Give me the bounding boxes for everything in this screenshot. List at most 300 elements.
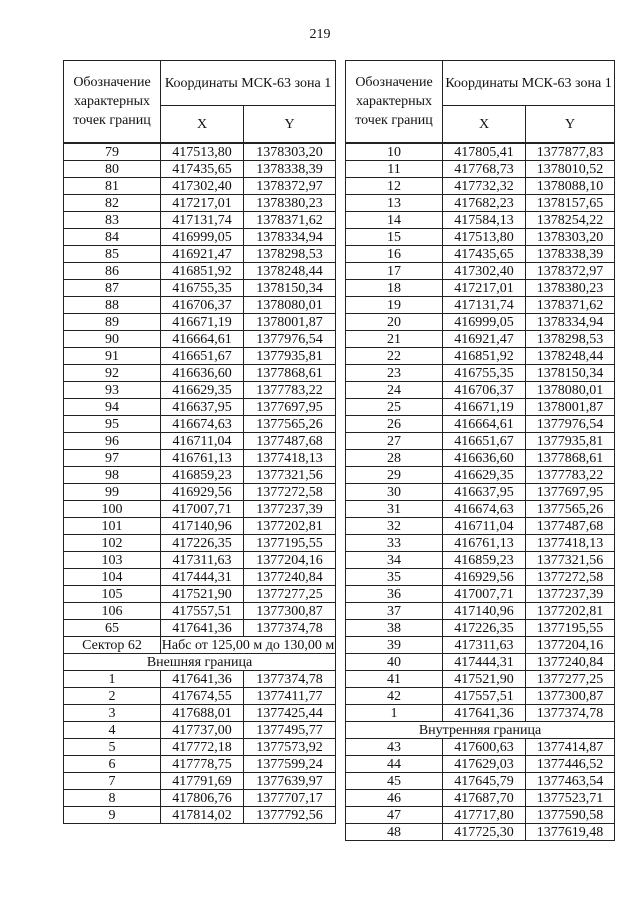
point-number: 29 — [346, 467, 443, 484]
table-row — [64, 195, 336, 212]
table-row — [64, 569, 336, 586]
point-number: 38 — [346, 620, 443, 637]
y-coordinate: 1377321,56 — [244, 467, 336, 484]
table-row — [64, 620, 336, 637]
y-coordinate: 1377523,71 — [526, 790, 615, 807]
x-coordinate: 416929,56 — [161, 484, 244, 501]
table-row — [64, 399, 336, 416]
table-row — [346, 807, 615, 824]
point-number: 43 — [346, 739, 443, 756]
x-coordinate: 416671,19 — [161, 314, 244, 331]
y-coordinate: 1377272,58 — [244, 484, 336, 501]
table-row — [64, 246, 336, 263]
y-coordinate: 1377237,39 — [244, 501, 336, 518]
point-number: 26 — [346, 416, 443, 433]
table-row — [346, 518, 615, 535]
x-coordinate: 416761,13 — [161, 450, 244, 467]
y-coordinate: 1377300,87 — [526, 688, 615, 705]
table-row — [64, 365, 336, 382]
point-number: 83 — [64, 212, 161, 229]
point-number: 96 — [64, 433, 161, 450]
point-number: 39 — [346, 637, 443, 654]
y-coordinate: 1377418,13 — [244, 450, 336, 467]
table-row — [346, 229, 615, 246]
point-number: 25 — [346, 399, 443, 416]
x-coordinate: 417687,70 — [443, 790, 526, 807]
point-number: 94 — [64, 399, 161, 416]
point-number: 12 — [346, 178, 443, 195]
x-coordinate: 417641,36 — [161, 671, 244, 688]
point-number: 87 — [64, 280, 161, 297]
table-header — [64, 61, 336, 144]
point-number: 10 — [346, 143, 443, 161]
y-coordinate: 1377487,68 — [526, 518, 615, 535]
point-number: 23 — [346, 365, 443, 382]
x-coordinate: 417302,40 — [161, 178, 244, 195]
x-coordinate: 417435,65 — [161, 161, 244, 178]
point-number: 41 — [346, 671, 443, 688]
table-row — [346, 212, 615, 229]
x-coordinate: 416674,63 — [161, 416, 244, 433]
x-coordinate: 417641,36 — [443, 705, 526, 722]
point-number: 31 — [346, 501, 443, 518]
table-row — [346, 705, 615, 722]
y-coordinate: 1378080,01 — [526, 382, 615, 399]
point-number: 103 — [64, 552, 161, 569]
x-coordinate: 417737,00 — [161, 722, 244, 739]
y-coordinate: 1377411,77 — [244, 688, 336, 705]
table-row — [64, 790, 336, 807]
x-coordinate: 417521,90 — [443, 671, 526, 688]
x-coordinate: 417435,65 — [443, 246, 526, 263]
table-row — [346, 161, 615, 178]
x-coordinate: 416636,60 — [161, 365, 244, 382]
x-coordinate: 417584,13 — [443, 212, 526, 229]
point-number: 105 — [64, 586, 161, 603]
x-coordinate: 417791,69 — [161, 773, 244, 790]
y-coordinate: 1377240,84 — [526, 654, 615, 671]
y-coordinate: 1377565,26 — [244, 416, 336, 433]
point-number: 84 — [64, 229, 161, 246]
x-coordinate: 417778,75 — [161, 756, 244, 773]
left-coordinates-table — [63, 60, 336, 824]
point-number: 18 — [346, 280, 443, 297]
table-row — [346, 535, 615, 552]
x-coordinate: 416921,47 — [443, 331, 526, 348]
point-number: 44 — [346, 756, 443, 773]
x-coordinate: 416664,61 — [161, 331, 244, 348]
table-row — [346, 501, 615, 518]
point-number: 3 — [64, 705, 161, 722]
point-number: 28 — [346, 450, 443, 467]
point-number: 22 — [346, 348, 443, 365]
designation-header: Обозначение характерных точек границ — [64, 61, 161, 144]
x-coordinate: 417768,73 — [443, 161, 526, 178]
point-number: 99 — [64, 484, 161, 501]
x-coordinate: 417645,79 — [443, 773, 526, 790]
y-coordinate: 1377300,87 — [244, 603, 336, 620]
point-number: 80 — [64, 161, 161, 178]
x-coordinate: 416921,47 — [161, 246, 244, 263]
point-number: 20 — [346, 314, 443, 331]
table-row — [64, 229, 336, 246]
y-coordinate: 1378303,20 — [526, 229, 615, 246]
x-coordinate: 416629,35 — [161, 382, 244, 399]
table-header — [346, 61, 615, 144]
coordinates-header: Координаты МСК-63 зона 1 — [443, 61, 615, 106]
y-coordinate: 1377374,78 — [526, 705, 615, 722]
y-coordinate: 1377495,77 — [244, 722, 336, 739]
point-number: 90 — [64, 331, 161, 348]
point-number: 89 — [64, 314, 161, 331]
point-number: 2 — [64, 688, 161, 705]
x-coordinate: 417641,36 — [161, 620, 244, 637]
point-number: 34 — [346, 552, 443, 569]
table-row — [346, 433, 615, 450]
x-coordinate: 416637,95 — [161, 399, 244, 416]
x-coordinate: 417444,31 — [443, 654, 526, 671]
point-number: 9 — [64, 807, 161, 824]
point-number: 98 — [64, 467, 161, 484]
y-coordinate: 1377935,81 — [526, 433, 615, 450]
y-coordinate: 1377237,39 — [526, 586, 615, 603]
table-row — [346, 688, 615, 705]
table-row — [64, 212, 336, 229]
inner-boundary-title: Внутренняя граница — [346, 722, 615, 739]
x-coordinate: 417444,31 — [161, 569, 244, 586]
table-row — [346, 416, 615, 433]
y-coordinate: 1377619,48 — [526, 824, 615, 841]
y-coordinate: 1377463,54 — [526, 773, 615, 790]
x-coordinate: 416651,67 — [443, 433, 526, 450]
table-row — [346, 603, 615, 620]
table-row — [346, 297, 615, 314]
point-number: 79 — [64, 143, 161, 161]
y-coordinate: 1377565,26 — [526, 501, 615, 518]
point-number: 45 — [346, 773, 443, 790]
point-number: 97 — [64, 450, 161, 467]
table-row — [64, 263, 336, 280]
table-row — [64, 467, 336, 484]
y-coordinate: 1377277,25 — [526, 671, 615, 688]
table-row — [64, 433, 336, 450]
y-coordinate: 1377272,58 — [526, 569, 615, 586]
y-coordinate: 1377976,54 — [244, 331, 336, 348]
sector-label: Сектор 62 — [64, 637, 161, 654]
point-number: 15 — [346, 229, 443, 246]
point-number: 101 — [64, 518, 161, 535]
table-row — [64, 297, 336, 314]
table-row — [346, 671, 615, 688]
point-number: 65 — [64, 620, 161, 637]
x-coordinate: 417772,18 — [161, 739, 244, 756]
x-coordinate: 417131,74 — [443, 297, 526, 314]
y-coordinate: 1377202,81 — [526, 603, 615, 620]
x-coordinate: 417007,71 — [443, 586, 526, 603]
y-coordinate: 1378303,20 — [244, 143, 336, 161]
y-coordinate: 1377487,68 — [244, 433, 336, 450]
x-coordinate: 417513,80 — [161, 143, 244, 161]
y-coordinate: 1377418,13 — [526, 535, 615, 552]
x-coordinate: 416664,61 — [443, 416, 526, 433]
table-row — [346, 263, 615, 280]
point-number: 100 — [64, 501, 161, 518]
point-number: 32 — [346, 518, 443, 535]
y-coordinate: 1377204,16 — [526, 637, 615, 654]
table-row — [64, 552, 336, 569]
y-coordinate: 1377195,55 — [244, 535, 336, 552]
point-number: 85 — [64, 246, 161, 263]
point-number: 14 — [346, 212, 443, 229]
y-coordinate: 1378372,97 — [244, 178, 336, 195]
table-row — [346, 467, 615, 484]
y-coordinate: 1377374,78 — [244, 620, 336, 637]
y-coordinate: 1377783,22 — [526, 467, 615, 484]
y-coordinate: 1378157,65 — [526, 195, 615, 212]
point-number: 36 — [346, 586, 443, 603]
x-coordinate: 416859,23 — [161, 467, 244, 484]
y-coordinate: 1377639,97 — [244, 773, 336, 790]
x-coordinate: 417688,01 — [161, 705, 244, 722]
table-row — [346, 314, 615, 331]
y-coordinate: 1378010,52 — [526, 161, 615, 178]
x-coordinate: 417806,76 — [161, 790, 244, 807]
y-coordinate: 1378248,44 — [244, 263, 336, 280]
x-coordinate: 416761,13 — [443, 535, 526, 552]
y-coordinate: 1378372,97 — [526, 263, 615, 280]
y-coordinate: 1377321,56 — [526, 552, 615, 569]
table-row — [346, 399, 615, 416]
table-row — [64, 501, 336, 518]
x-coordinate: 417682,23 — [443, 195, 526, 212]
table-row — [346, 143, 615, 161]
x-coordinate: 416706,37 — [161, 297, 244, 314]
y-coordinate: 1378338,39 — [244, 161, 336, 178]
point-number: 37 — [346, 603, 443, 620]
table-row — [64, 161, 336, 178]
table-row — [346, 450, 615, 467]
x-coordinate: 417007,71 — [161, 501, 244, 518]
table-row — [346, 739, 615, 756]
x-coordinate: 416755,35 — [443, 365, 526, 382]
table-row — [346, 620, 615, 637]
point-number: 21 — [346, 331, 443, 348]
table-row — [346, 637, 615, 654]
table-row — [64, 756, 336, 773]
table-row — [64, 722, 336, 739]
x-coordinate: 417311,63 — [161, 552, 244, 569]
y-coordinate: 1377590,58 — [526, 807, 615, 824]
x-coordinate: 417302,40 — [443, 263, 526, 280]
y-coordinate: 1377976,54 — [526, 416, 615, 433]
y-coordinate: 1378150,34 — [244, 280, 336, 297]
y-coordinate: 1378001,87 — [526, 399, 615, 416]
table-row — [64, 705, 336, 722]
x-coordinate: 416651,67 — [161, 348, 244, 365]
table-row — [64, 178, 336, 195]
x-coordinate: 416755,35 — [161, 280, 244, 297]
point-number: 1 — [346, 705, 443, 722]
x-coordinate: 417629,03 — [443, 756, 526, 773]
point-number: 13 — [346, 195, 443, 212]
x-coordinate: 417725,30 — [443, 824, 526, 841]
point-number: 5 — [64, 739, 161, 756]
table-row — [64, 671, 336, 688]
table-row — [64, 416, 336, 433]
right-coordinates-table — [345, 60, 615, 841]
y-coordinate: 1378088,10 — [526, 178, 615, 195]
y-coordinate: 1377697,95 — [526, 484, 615, 501]
x-coordinate: 416706,37 — [443, 382, 526, 399]
page-number: 219 — [309, 27, 331, 42]
x-coordinate: 417732,32 — [443, 178, 526, 195]
x-coordinate: 417311,63 — [443, 637, 526, 654]
x-coordinate: 417600,63 — [443, 739, 526, 756]
point-number: 6 — [64, 756, 161, 773]
table-row — [64, 450, 336, 467]
point-number: 104 — [64, 569, 161, 586]
x-coordinate: 416636,60 — [443, 450, 526, 467]
point-number: 4 — [64, 722, 161, 739]
y-coordinate: 1378334,94 — [244, 229, 336, 246]
y-coordinate: 1378001,87 — [244, 314, 336, 331]
y-coordinate: 1378338,39 — [526, 246, 615, 263]
y-coordinate: 1378334,94 — [526, 314, 615, 331]
table-row — [64, 807, 336, 824]
y-coordinate: 1377240,84 — [244, 569, 336, 586]
x-header: X — [443, 106, 526, 144]
y-header: Y — [244, 106, 336, 144]
point-number: 35 — [346, 569, 443, 586]
table-row — [346, 654, 615, 671]
table-row — [64, 535, 336, 552]
y-coordinate: 1377446,52 — [526, 756, 615, 773]
y-coordinate: 1377868,61 — [244, 365, 336, 382]
table-row — [64, 773, 336, 790]
table-row — [346, 773, 615, 790]
table-row — [64, 382, 336, 399]
point-number: 48 — [346, 824, 443, 841]
y-coordinate: 1377877,83 — [526, 143, 615, 161]
table-row — [64, 739, 336, 756]
point-number: 11 — [346, 161, 443, 178]
x-coordinate: 417814,02 — [161, 807, 244, 824]
y-coordinate: 1377202,81 — [244, 518, 336, 535]
x-coordinate: 417131,74 — [161, 212, 244, 229]
y-coordinate: 1378371,62 — [244, 212, 336, 229]
y-coordinate: 1378254,22 — [526, 212, 615, 229]
y-coordinate: 1377599,24 — [244, 756, 336, 773]
y-coordinate: 1377195,55 — [526, 620, 615, 637]
section-title-row — [346, 722, 615, 739]
table-row — [64, 143, 336, 161]
table-row — [346, 195, 615, 212]
table-row — [346, 586, 615, 603]
table-row — [346, 382, 615, 399]
y-coordinate: 1378080,01 — [244, 297, 336, 314]
table-row — [64, 314, 336, 331]
y-coordinate: 1378371,62 — [526, 297, 615, 314]
table-row — [64, 586, 336, 603]
point-number: 16 — [346, 246, 443, 263]
x-coordinate: 416851,92 — [443, 348, 526, 365]
outer-boundary-title: Внешняя граница — [64, 654, 336, 671]
x-coordinate: 416674,63 — [443, 501, 526, 518]
y-coordinate: 1378248,44 — [526, 348, 615, 365]
sector-height-range: Набс от 125,00 м до 130,00 м — [161, 637, 335, 653]
table-row — [346, 178, 615, 195]
x-coordinate: 416671,19 — [443, 399, 526, 416]
y-header: Y — [526, 106, 615, 144]
x-coordinate: 417140,96 — [443, 603, 526, 620]
x-coordinate: 416999,05 — [443, 314, 526, 331]
point-number: 40 — [346, 654, 443, 671]
point-number: 19 — [346, 297, 443, 314]
sector-row — [64, 637, 336, 654]
point-number: 106 — [64, 603, 161, 620]
x-coordinate: 416711,04 — [443, 518, 526, 535]
x-coordinate: 417717,80 — [443, 807, 526, 824]
table-row — [64, 603, 336, 620]
table-row — [346, 552, 615, 569]
y-coordinate: 1377425,44 — [244, 705, 336, 722]
point-number: 81 — [64, 178, 161, 195]
point-number: 24 — [346, 382, 443, 399]
point-number: 42 — [346, 688, 443, 705]
point-number: 47 — [346, 807, 443, 824]
point-number: 82 — [64, 195, 161, 212]
point-number: 86 — [64, 263, 161, 280]
point-number: 33 — [346, 535, 443, 552]
x-coordinate: 416999,05 — [161, 229, 244, 246]
designation-header: Обозначение характерных точек границ — [346, 61, 443, 144]
y-coordinate: 1378298,53 — [526, 331, 615, 348]
table-row — [64, 688, 336, 705]
x-coordinate: 417805,41 — [443, 143, 526, 161]
coordinates-header: Координаты МСК-63 зона 1 — [161, 61, 336, 106]
x-coordinate: 416711,04 — [161, 433, 244, 450]
point-number: 7 — [64, 773, 161, 790]
y-coordinate: 1377783,22 — [244, 382, 336, 399]
section-title-row — [64, 654, 336, 671]
table-row — [346, 348, 615, 365]
y-coordinate: 1378380,23 — [526, 280, 615, 297]
y-coordinate: 1377414,87 — [526, 739, 615, 756]
table-row — [346, 484, 615, 501]
y-coordinate: 1377707,17 — [244, 790, 336, 807]
table-row — [346, 756, 615, 773]
x-header: X — [161, 106, 244, 144]
x-coordinate: 416851,92 — [161, 263, 244, 280]
point-number: 27 — [346, 433, 443, 450]
x-coordinate: 417217,01 — [161, 195, 244, 212]
table-row — [64, 331, 336, 348]
x-coordinate: 416859,23 — [443, 552, 526, 569]
y-coordinate: 1377204,16 — [244, 552, 336, 569]
point-number: 93 — [64, 382, 161, 399]
y-coordinate: 1377697,95 — [244, 399, 336, 416]
x-coordinate: 417557,51 — [443, 688, 526, 705]
x-coordinate: 416629,35 — [443, 467, 526, 484]
x-coordinate: 417140,96 — [161, 518, 244, 535]
x-coordinate: 417226,35 — [443, 620, 526, 637]
y-coordinate: 1378298,53 — [244, 246, 336, 263]
table-row — [64, 280, 336, 297]
table-row — [346, 569, 615, 586]
x-coordinate: 417521,90 — [161, 586, 244, 603]
point-number: 30 — [346, 484, 443, 501]
x-coordinate: 416637,95 — [443, 484, 526, 501]
